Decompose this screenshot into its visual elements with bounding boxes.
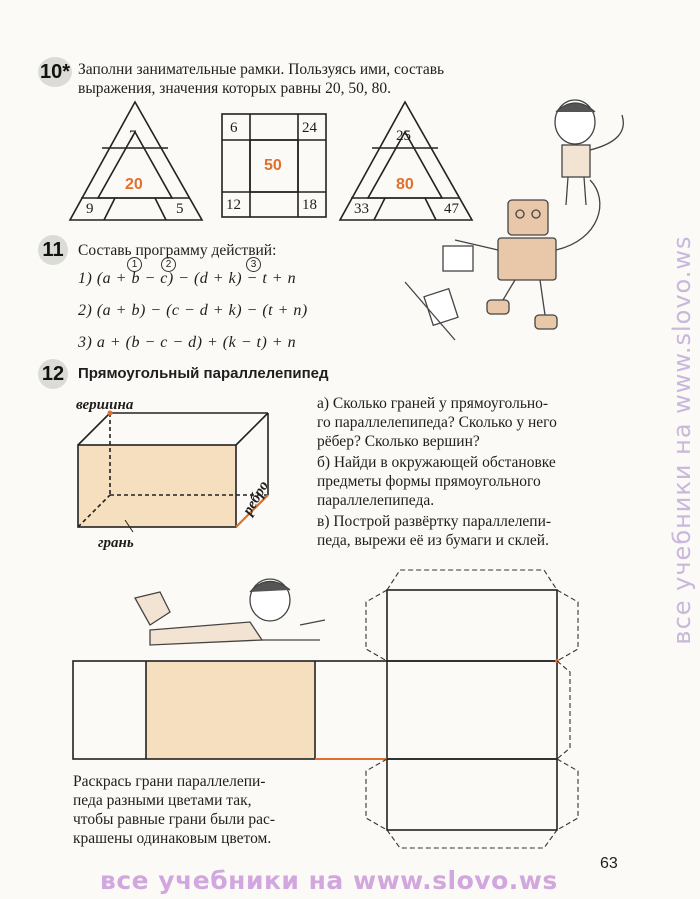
task-12-badge: 12 [38,359,68,389]
step-circle-1: 1 [127,257,142,272]
tri1-left: 9 [86,201,94,217]
watermark-bottom: все учебники на www.slovo.ws [100,866,558,895]
expression-2: 2) (a + b) − (c − d + k) − (t + n) [78,302,308,319]
task-11-title: Составь программу действий: [78,242,277,259]
tri1-center: 20 [125,176,143,193]
net-flaps [366,570,578,848]
boy-top-illustration [555,100,623,205]
square-center: 50 [264,157,282,174]
label-vertex: вершина [76,397,134,413]
tri2-top: 25 [396,128,411,144]
label-face: грань [98,535,134,551]
watermark-side: все учебники на www.slovo.ws [668,235,696,645]
step-circle-3: 3 [246,257,261,272]
tri1-top: 7 [129,128,137,144]
square-bl: 12 [226,197,241,213]
robot-illustration [405,180,600,340]
tri2-center: 80 [396,176,414,193]
expression-1: 1) (a + b − c) − (d + k) − t + n [78,270,297,287]
parallelepiped-figure [78,411,268,533]
tri2-left: 33 [354,201,369,217]
tri1-right: 5 [176,201,184,217]
expression-3: 3) a + (b − c − d) + (k − t) + n [78,334,297,351]
task-12-title: Прямоугольный параллелепипед [78,365,329,382]
square-tl: 6 [230,120,238,136]
task-11-badge: 11 [38,235,68,265]
tri2-right: 47 [444,201,459,217]
square-tr: 24 [302,120,317,136]
square-br: 18 [302,197,317,213]
step-circle-2: 2 [161,257,176,272]
lying-boy-illustration [135,579,325,645]
task-10-line-1: Заполни занимательные рамки. Пользуясь ими, составь [78,61,445,78]
label-edge: ребро [240,478,273,518]
task-10-badge: 10* [38,57,72,87]
page-number: 63 [600,855,618,872]
task-10-line-2: выражения, значения которых равны 20, 50, 80. [78,80,391,97]
